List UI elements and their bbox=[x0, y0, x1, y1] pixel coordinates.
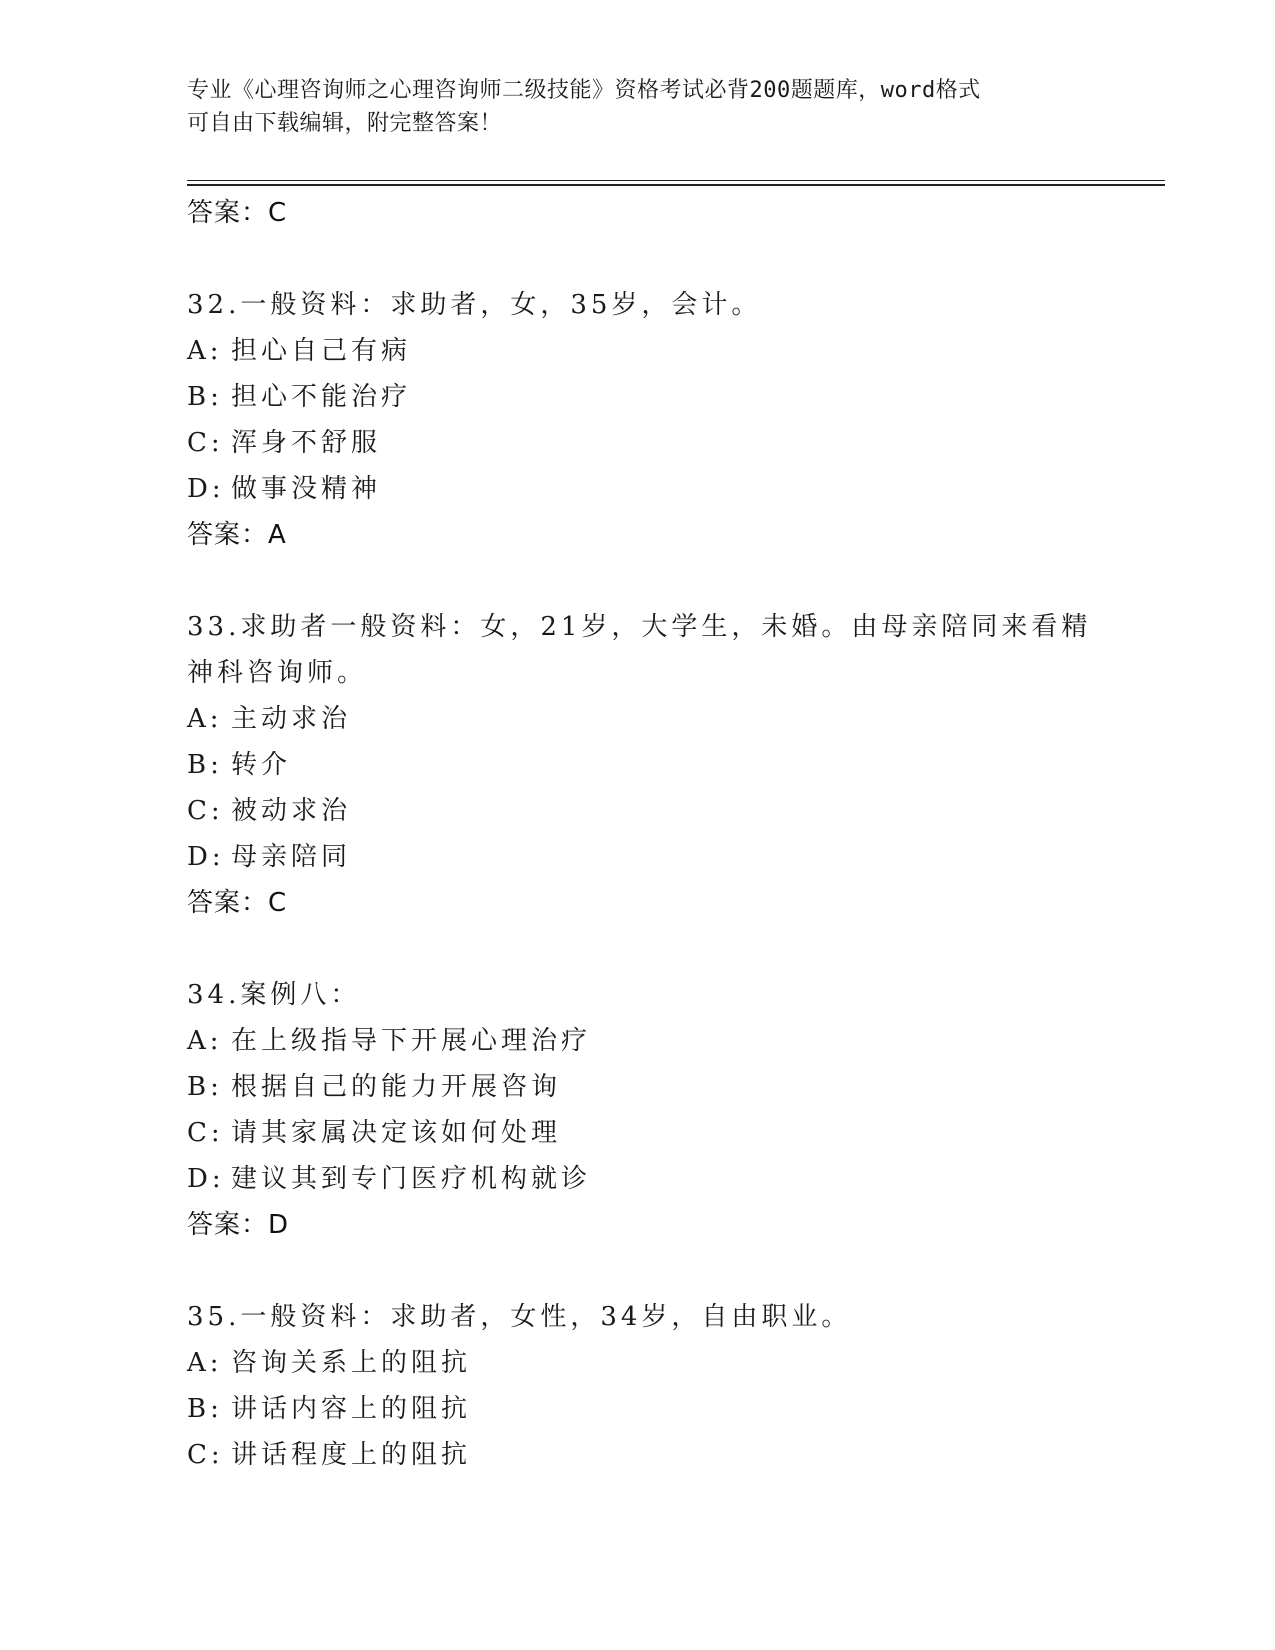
option-c bbox=[187, 420, 1117, 466]
option-b bbox=[187, 374, 1117, 420]
question-32 bbox=[187, 282, 1117, 558]
option-letter: B: bbox=[187, 1394, 223, 1424]
option-text: 母亲陪同 bbox=[231, 842, 352, 872]
option-letter: C: bbox=[187, 428, 224, 458]
option-letter: B: bbox=[187, 382, 223, 412]
option-letter: A: bbox=[187, 704, 223, 734]
option-letter: B: bbox=[187, 750, 223, 780]
document-header bbox=[187, 74, 1087, 140]
option-d bbox=[187, 466, 1117, 512]
question-stem: 33.求助者一般资料：女，21岁，大学生，未婚。由母亲陪同来看精神科咨询师。 bbox=[187, 612, 1092, 688]
header-rule-thick bbox=[187, 184, 1165, 186]
option-letter: A: bbox=[187, 1348, 223, 1378]
option-letter: D: bbox=[187, 474, 225, 504]
option-text: 主动求治 bbox=[231, 704, 352, 734]
option-letter: C: bbox=[187, 1118, 224, 1148]
option-letter: D: bbox=[187, 842, 225, 872]
question-stem: 35.一般资料：求助者，女性，34岁，自由职业。 bbox=[187, 1302, 852, 1332]
option-a bbox=[187, 696, 1117, 742]
option-b bbox=[187, 1386, 1117, 1432]
option-a bbox=[187, 1018, 1117, 1064]
option-text: 讲话程度上的阻抗 bbox=[231, 1440, 472, 1470]
option-c bbox=[187, 1110, 1117, 1156]
answer-line: 答案：C bbox=[187, 888, 288, 918]
option-d bbox=[187, 834, 1117, 880]
header-line-2: 可自由下载编辑，附完整答案！ bbox=[187, 111, 503, 136]
option-text: 咨询关系上的阻抗 bbox=[231, 1348, 472, 1378]
option-text: 担心不能治疗 bbox=[231, 382, 412, 412]
option-a bbox=[187, 328, 1117, 374]
option-letter: A: bbox=[187, 336, 223, 366]
header-line-1: 专业《心理咨询师之心理咨询师二级技能》资格考试必背200题题库，word格式 bbox=[187, 78, 981, 103]
answer-line: 答案：C bbox=[187, 198, 288, 228]
option-text: 担心自己有病 bbox=[231, 336, 412, 366]
option-letter: D: bbox=[187, 1164, 225, 1194]
option-letter: C: bbox=[187, 796, 224, 826]
option-letter: A: bbox=[187, 1026, 223, 1056]
option-d bbox=[187, 1156, 1117, 1202]
option-c bbox=[187, 1432, 1117, 1478]
question-stem: 34.案例八： bbox=[187, 980, 361, 1010]
question-stem: 32.一般资料：求助者，女，35岁，会计。 bbox=[187, 290, 762, 320]
option-a bbox=[187, 1340, 1117, 1386]
question-list bbox=[187, 190, 1117, 1478]
answer-line: 答案：D bbox=[187, 1210, 290, 1240]
question-33 bbox=[187, 604, 1117, 926]
option-text: 转介 bbox=[231, 750, 292, 780]
option-text: 做事没精神 bbox=[231, 474, 382, 504]
option-text: 在上级指导下开展心理治疗 bbox=[231, 1026, 592, 1056]
option-letter: C: bbox=[187, 1440, 224, 1470]
option-b bbox=[187, 1064, 1117, 1110]
option-text: 根据自己的能力开展咨询 bbox=[231, 1072, 562, 1102]
option-text: 被动求治 bbox=[231, 796, 352, 826]
option-b bbox=[187, 742, 1117, 788]
option-text: 请其家属决定该如何处理 bbox=[231, 1118, 562, 1148]
option-text: 讲话内容上的阻抗 bbox=[231, 1394, 472, 1424]
option-text: 建议其到专门医疗机构就诊 bbox=[231, 1164, 592, 1194]
option-text: 浑身不舒服 bbox=[231, 428, 382, 458]
option-c bbox=[187, 788, 1117, 834]
header-rule-thin bbox=[187, 180, 1165, 181]
option-letter: B: bbox=[187, 1072, 223, 1102]
question-35 bbox=[187, 1294, 1117, 1478]
question-34 bbox=[187, 972, 1117, 1248]
answer-line: 答案：A bbox=[187, 520, 287, 550]
